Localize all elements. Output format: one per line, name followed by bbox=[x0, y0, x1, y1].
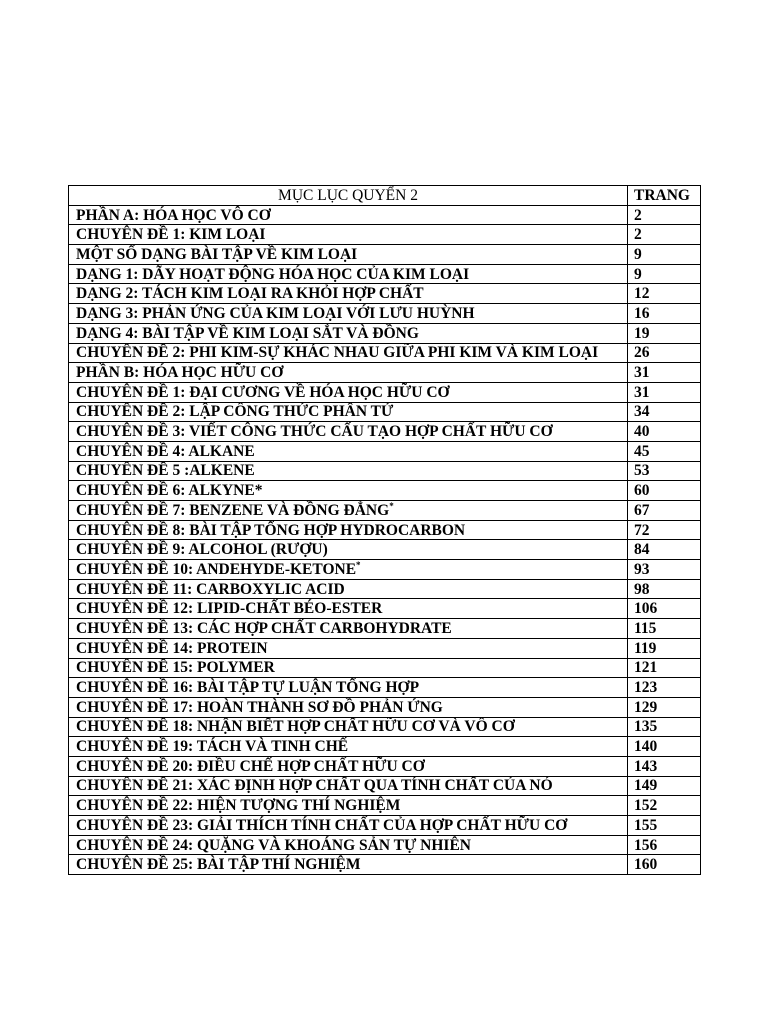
toc-entry-text: CHUYÊN ĐỀ 5 :ALKENE bbox=[76, 462, 255, 480]
toc-row bbox=[69, 461, 701, 481]
toc-entry-footnote-mark: * bbox=[356, 559, 361, 570]
toc-entry-page: 115 bbox=[628, 619, 701, 639]
toc-entry-page: 26 bbox=[628, 343, 701, 363]
toc-entry-page: 53 bbox=[628, 461, 701, 481]
toc-entry-text: DẠNG 3: PHẢN ỨNG CỦA KIM LOẠI VỚI LƯU HUỲNH bbox=[76, 304, 475, 322]
toc-entry-label bbox=[69, 717, 628, 737]
toc-entry-label bbox=[69, 402, 628, 422]
toc-entry-label bbox=[69, 638, 628, 658]
toc-entry-label bbox=[69, 225, 628, 245]
toc-entry-text: CHUYÊN ĐỀ 11: CARBOXYLIC ACID bbox=[76, 580, 345, 598]
toc-row bbox=[69, 264, 701, 284]
toc-title: MỤC LỤC QUYỂN 2 bbox=[69, 186, 628, 206]
toc-entry-text: CHUYÊN ĐỀ 8: BÀI TẬP TỔNG HỢP HYDROCARBON bbox=[76, 521, 466, 539]
toc-entry-page: 2 bbox=[628, 205, 701, 225]
toc-entry-text: CHUYÊN ĐỀ 2: LẬP CÔNG THỨC PHÂN TỬ bbox=[76, 403, 394, 421]
toc-entry-text: CHUYÊN ĐỀ 19: TÁCH VÀ TINH CHẾ bbox=[76, 738, 349, 756]
toc-entry-text: CHUYÊN ĐỀ 16: BÀI TẬP TỰ LUẬN TỔNG HỢP bbox=[76, 679, 420, 697]
toc-entry-page: 123 bbox=[628, 678, 701, 698]
toc-row bbox=[69, 245, 701, 265]
toc-row bbox=[69, 402, 701, 422]
toc-body bbox=[69, 205, 701, 874]
toc-row bbox=[69, 678, 701, 698]
toc-entry-text: CHUYÊN ĐỀ 1: ĐẠI CƯƠNG VỀ HÓA HỌC HỮU CƠ bbox=[76, 383, 450, 401]
toc-entry-label bbox=[69, 560, 628, 580]
toc-entry-text: CHUYÊN ĐỀ 20: ĐIỀU CHẾ HỢP CHẤT HỮU CƠ bbox=[76, 757, 425, 775]
toc-entry-label bbox=[69, 520, 628, 540]
toc-entry-page: 72 bbox=[628, 520, 701, 540]
toc-entry-page: 129 bbox=[628, 697, 701, 717]
toc-entry-text: CHUYÊN ĐỀ 17: HOÀN THÀNH SƠ ĐỒ PHẢN ỨNG bbox=[76, 698, 443, 716]
toc-entry-label bbox=[69, 501, 628, 521]
toc-entry-page: 140 bbox=[628, 737, 701, 757]
toc-entry-label bbox=[69, 422, 628, 442]
toc-row bbox=[69, 658, 701, 678]
toc-entry-page: 106 bbox=[628, 599, 701, 619]
toc-entry-text: CHUYÊN ĐỀ 22: HIỆN TƯỢNG THÍ NGHIỆM bbox=[76, 797, 401, 815]
toc-entry-text: MỘT SỐ DẠNG BÀI TẬP VỀ KIM LOẠI bbox=[76, 245, 358, 263]
toc-entry-page: 149 bbox=[628, 776, 701, 796]
toc-entry-text: CHUYÊN ĐỀ 13: CÁC HỢP CHẤT CARBOHYDRATE bbox=[76, 619, 452, 637]
toc-entry-page: 143 bbox=[628, 756, 701, 776]
toc-entry-text: CHUYÊN ĐỀ 14: PROTEIN bbox=[76, 639, 268, 657]
toc-row bbox=[69, 756, 701, 776]
toc-entry-page: 40 bbox=[628, 422, 701, 442]
toc-entry-label bbox=[69, 540, 628, 560]
toc-entry-page: 67 bbox=[628, 501, 701, 521]
toc-entry-page: 121 bbox=[628, 658, 701, 678]
toc-row bbox=[69, 717, 701, 737]
toc-entry-label bbox=[69, 323, 628, 343]
toc-row bbox=[69, 816, 701, 836]
toc-entry-text: CHUYÊN ĐỀ 21: XÁC ĐỊNH HỢP CHẤT QUA TÍNH CHẤT CỦA NÓ bbox=[76, 777, 553, 795]
toc-row bbox=[69, 776, 701, 796]
toc-entry-label bbox=[69, 363, 628, 383]
toc-entry-page: 98 bbox=[628, 579, 701, 599]
toc-row bbox=[69, 520, 701, 540]
toc-entry-label bbox=[69, 599, 628, 619]
toc-entry-page: 119 bbox=[628, 638, 701, 658]
toc-entry-label bbox=[69, 697, 628, 717]
toc-entry-page: 160 bbox=[628, 855, 701, 875]
toc-entry-label bbox=[69, 756, 628, 776]
toc-entry-label bbox=[69, 658, 628, 678]
toc-entry-label bbox=[69, 245, 628, 265]
toc-entry-text: DẠNG 2: TÁCH KIM LOẠI RA KHỎI HỢP CHẤT bbox=[76, 285, 424, 303]
toc-entry-page: 135 bbox=[628, 717, 701, 737]
toc-row bbox=[69, 225, 701, 245]
toc-entry-text: CHUYÊN ĐỀ 1: KIM LOẠI bbox=[76, 226, 266, 244]
toc-entry-text: CHUYÊN ĐỀ 12: LIPID-CHẤT BÉO-ESTER bbox=[76, 600, 383, 618]
toc-entry-page: 155 bbox=[628, 816, 701, 836]
toc-entry-label bbox=[69, 441, 628, 461]
toc-entry-label bbox=[69, 796, 628, 816]
toc-entry-label bbox=[69, 284, 628, 304]
page-column-header: TRANG bbox=[628, 186, 701, 206]
toc-entry-label bbox=[69, 678, 628, 698]
toc-entry-label bbox=[69, 461, 628, 481]
toc-row bbox=[69, 304, 701, 324]
toc-entry-text: CHUYÊN ĐỀ 6: ALKYNE* bbox=[76, 482, 263, 500]
toc-entry-text: CHUYÊN ĐỀ 7: BENZENE VÀ ĐỒNG ĐẲNG bbox=[76, 501, 390, 519]
toc-entry-label bbox=[69, 382, 628, 402]
toc-entry-text: CHUYÊN ĐỀ 2: PHI KIM-SỰ KHÁC NHAU GIỮA PHI KIM VÀ KIM LOẠI bbox=[76, 344, 599, 362]
toc-row bbox=[69, 284, 701, 304]
toc-entry-text: DẠNG 4: BÀI TẬP VỀ KIM LOẠI SẮT VÀ ĐỒNG bbox=[76, 324, 419, 342]
toc-row bbox=[69, 343, 701, 363]
toc-entry-text: CHUYÊN ĐỀ 9: ALCOHOL (RƯỢU) bbox=[76, 541, 328, 559]
toc-entry-page: 45 bbox=[628, 441, 701, 461]
toc-row bbox=[69, 422, 701, 442]
toc-entry-text: CHUYÊN ĐỀ 24: QUẶNG VÀ KHOÁNG SẢN TỰ NHIÊN bbox=[76, 836, 471, 854]
toc-row bbox=[69, 638, 701, 658]
toc-entry-label bbox=[69, 304, 628, 324]
toc-entry-page: 12 bbox=[628, 284, 701, 304]
toc-entry-page: 16 bbox=[628, 304, 701, 324]
toc-entry-label bbox=[69, 816, 628, 836]
toc-entry-page: 31 bbox=[628, 363, 701, 383]
toc-row bbox=[69, 579, 701, 599]
toc-row bbox=[69, 481, 701, 501]
toc-entry-label bbox=[69, 835, 628, 855]
toc-row bbox=[69, 737, 701, 757]
toc-entry-text: PHẦN B: HÓA HỌC HỮU CƠ bbox=[76, 364, 284, 382]
toc-row bbox=[69, 560, 701, 580]
toc-row bbox=[69, 599, 701, 619]
toc-entry-page: 19 bbox=[628, 323, 701, 343]
toc-entry-text: CHUYÊN ĐỀ 18: NHẬN BIẾT HỢP CHẤT HỮU CƠ VÀ VÔ CƠ bbox=[76, 718, 515, 736]
toc-entry-page: 152 bbox=[628, 796, 701, 816]
toc-row bbox=[69, 205, 701, 225]
toc-entry-label bbox=[69, 776, 628, 796]
toc-entry-label bbox=[69, 579, 628, 599]
toc-entry-page: 34 bbox=[628, 402, 701, 422]
toc-entry-footnote-mark: * bbox=[389, 500, 394, 511]
toc-entry-page: 84 bbox=[628, 540, 701, 560]
toc-entry-text: CHUYÊN ĐỀ 23: GIẢI THÍCH TÍNH CHẤT CỦA HỢP CHẤT HỮU CƠ bbox=[76, 816, 568, 834]
toc-entry-text: PHẦN A: HÓA HỌC VÔ CƠ bbox=[76, 206, 271, 224]
toc-entry-text: CHUYÊN ĐỀ 4: ALKANE bbox=[76, 442, 255, 460]
toc-entry-text: CHUYÊN ĐỀ 3: VIẾT CÔNG THỨC CẤU TẠO HỢP CHẤT HỮU CƠ bbox=[76, 423, 553, 441]
toc-entry-text: CHUYÊN ĐỀ 10: ANDEHYDE-KETONE bbox=[76, 560, 357, 578]
toc-row bbox=[69, 540, 701, 560]
toc-entry-label bbox=[69, 619, 628, 639]
toc-entry-page: 9 bbox=[628, 264, 701, 284]
toc-row bbox=[69, 501, 701, 521]
toc-entry-page: 60 bbox=[628, 481, 701, 501]
toc-row bbox=[69, 382, 701, 402]
toc-entry-text: DẠNG 1: DÃY HOẠT ĐỘNG HÓA HỌC CỦA KIM LOẠI bbox=[76, 265, 470, 283]
toc-row bbox=[69, 619, 701, 639]
toc-entry-label bbox=[69, 855, 628, 875]
toc-row bbox=[69, 441, 701, 461]
toc-entry-page: 93 bbox=[628, 560, 701, 580]
toc-entry-label bbox=[69, 737, 628, 757]
toc-entry-page: 9 bbox=[628, 245, 701, 265]
toc-row bbox=[69, 796, 701, 816]
toc-entry-text: CHUYÊN ĐỀ 25: BÀI TẬP THÍ NGHIỆM bbox=[76, 856, 361, 874]
toc-entry-page: 31 bbox=[628, 382, 701, 402]
toc-entry-page: 156 bbox=[628, 835, 701, 855]
toc-entry-label bbox=[69, 205, 628, 225]
table-of-contents bbox=[68, 185, 701, 875]
toc-row bbox=[69, 323, 701, 343]
toc-entry-page: 2 bbox=[628, 225, 701, 245]
toc-row bbox=[69, 697, 701, 717]
toc-entry-text: CHUYÊN ĐỀ 15: POLYMER bbox=[76, 659, 275, 677]
toc-row bbox=[69, 855, 701, 875]
toc-entry-label bbox=[69, 343, 628, 363]
toc-row bbox=[69, 835, 701, 855]
toc-row bbox=[69, 363, 701, 383]
toc-header-row bbox=[69, 186, 701, 206]
toc-entry-label bbox=[69, 481, 628, 501]
toc-entry-label bbox=[69, 264, 628, 284]
